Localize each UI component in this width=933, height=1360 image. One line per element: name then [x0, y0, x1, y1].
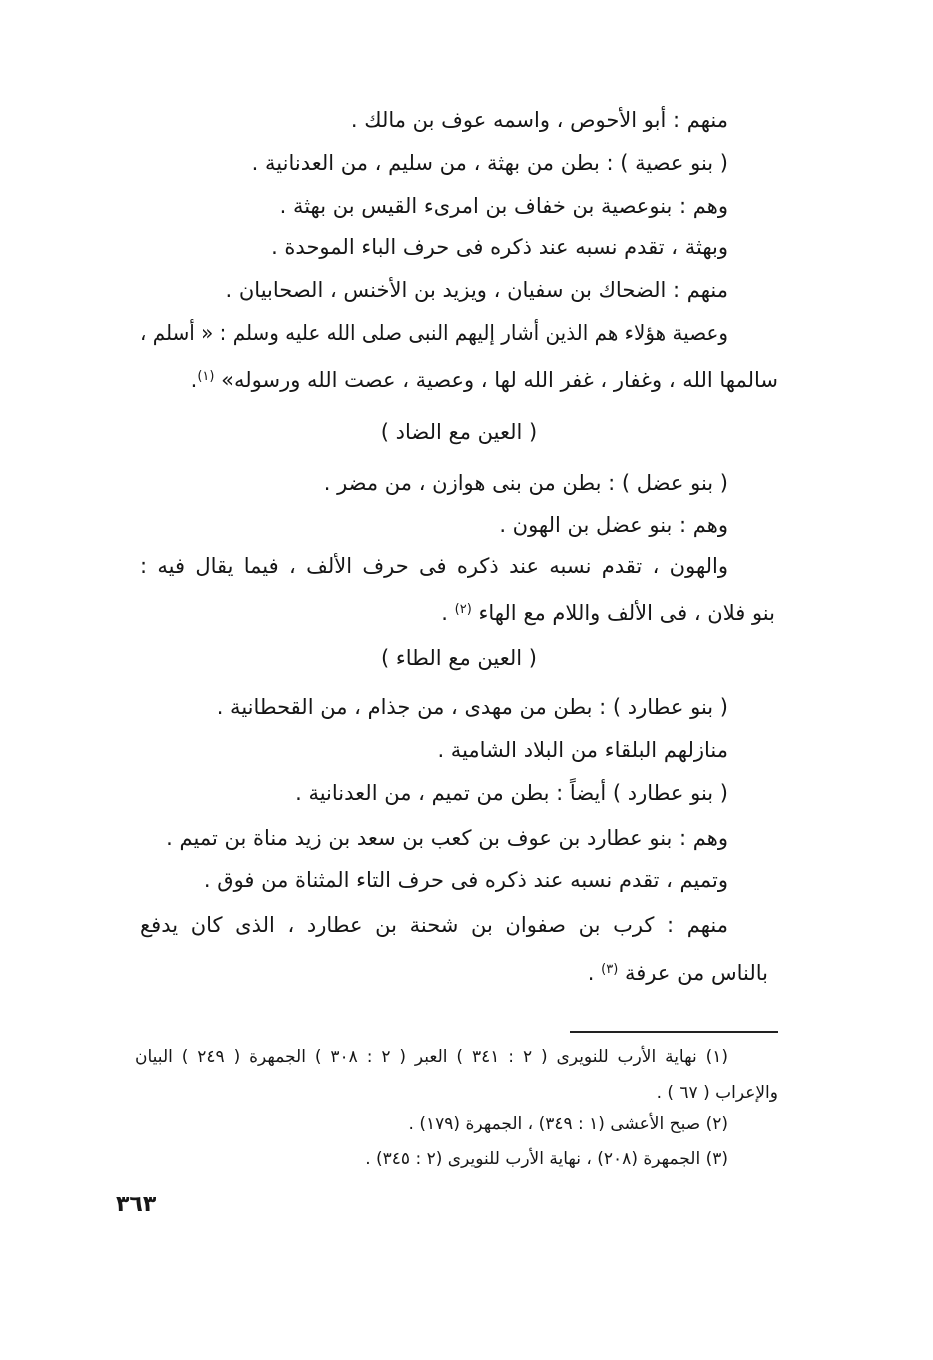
body-line [120, 687, 728, 727]
line-text: منهم : كرب بن صفوان بن شحنة بن عطارد ، الذى كان يدفع [140, 913, 728, 937]
page-number: ٣٦٣ [116, 1192, 157, 1217]
body-line [120, 773, 728, 813]
footnote [120, 1144, 728, 1174]
body-line [120, 357, 778, 397]
line-text [191, 357, 778, 400]
line-text: ( بنو عطارد ) أيضاً : بطن من تميم ، من العدنانية . [295, 781, 728, 805]
line-text: والهون ، تقدم نسبه عند ذكره فى حرف الألف ، فيما يقال فيه : [140, 554, 728, 578]
body-line [140, 905, 728, 945]
line-text [588, 950, 768, 993]
line-text [441, 590, 775, 633]
body-line [120, 100, 728, 140]
line-text: وهم : بنو عضل بن الهون . [499, 513, 728, 537]
section-heading [140, 638, 778, 678]
body-line [140, 313, 728, 353]
body-line [120, 950, 768, 990]
footnote-reference: (٢) [454, 602, 472, 617]
line-text: منهم : أبو الأحوص ، واسمه عوف بن مالك . [350, 108, 728, 132]
line-text: ( بنو عطارد ) : بطن من مهدى ، من جذام ، من القحطانية . [216, 695, 728, 719]
body-line [120, 463, 728, 503]
line-end-punctuation: . [190, 368, 198, 392]
line-text: وبهثة ، تقدم نسبه عند ذكره فى حرف الباء الموحدة . [271, 235, 728, 259]
line-text: وهم : بنو عطارد بن عوف بن كعب بن سعد بن زيد مناة بن تميم . [166, 826, 728, 850]
line-text: وعصية هؤلاء هم الذين أشار إليهم النبى صلى الله عليه وسلم : « أسلم ، [140, 321, 728, 345]
line-text: منهم : الضحاك بن سفيان ، ويزيد بن الأخنس ، الصحابيان . [225, 278, 728, 302]
body-line [120, 505, 728, 545]
footnote-text: (٢) صبح الأعشى (١ : ٣٤٩) ، الجمهرة (١٧٩) . [408, 1114, 728, 1134]
line-text: ( بنو عصية ) : بطن من بهثة ، من سليم ، من العدنانية . [251, 151, 728, 175]
line-text: ( بنو عضل ) : بطن من بنى هوازن ، من مضر . [323, 471, 728, 495]
line-text-main: سالمها الله ، وغفار ، غفر الله لها ، وعصية ، عصت الله ورسوله» [221, 368, 778, 392]
footnote-text: (١) نهاية الأرب للنويرى ( ٢ : ٣٤١ ) العبر ( ٢ : ٣٠٨ ) الجمهرة ( ٢٤٩ ) البيان [135, 1047, 728, 1067]
body-line [120, 730, 728, 770]
body-line [120, 590, 775, 630]
footnote-continuation [120, 1078, 778, 1108]
footnote-text: والإعراب ( ٦٧ ) . [656, 1083, 778, 1103]
section-heading-text: ( العين مع الطاء ) [381, 646, 537, 670]
line-text: وتميم ، تقدم نسبه عند ذكره فى حرف التاء المثناة من فوق . [203, 868, 728, 892]
body-line [120, 270, 728, 310]
footnote [135, 1042, 728, 1072]
body-line [140, 546, 728, 586]
footnote-text: (٣) الجمهرة (٢٠٨) ، نهاية الأرب للنويرى (٢ : ٣٤٥) . [365, 1149, 728, 1169]
line-end-punctuation: . [587, 961, 602, 985]
line-text-main: بنو فلان ، فى الألف واللام مع الهاء [478, 601, 775, 625]
section-heading [140, 412, 778, 452]
line-end-punctuation: . [441, 601, 455, 625]
footnote-reference: (٣) [601, 962, 619, 977]
body-line [120, 186, 728, 226]
body-line [120, 860, 728, 900]
line-text: منازلهم البلقاء من البلاد الشامية . [437, 738, 728, 762]
body-line [120, 143, 728, 183]
body-line [120, 227, 728, 267]
line-text-main: بالناس من عرفة [624, 961, 768, 985]
body-line [120, 818, 728, 858]
footnote [120, 1109, 728, 1139]
footnote-separator [570, 1031, 778, 1033]
footnote-reference: (١) [197, 369, 215, 384]
line-text: وهم : بنوعصية بن خفاف بن امرىء القيس بن بهثة . [279, 194, 728, 218]
section-heading-text: ( العين مع الضاد ) [380, 420, 538, 444]
